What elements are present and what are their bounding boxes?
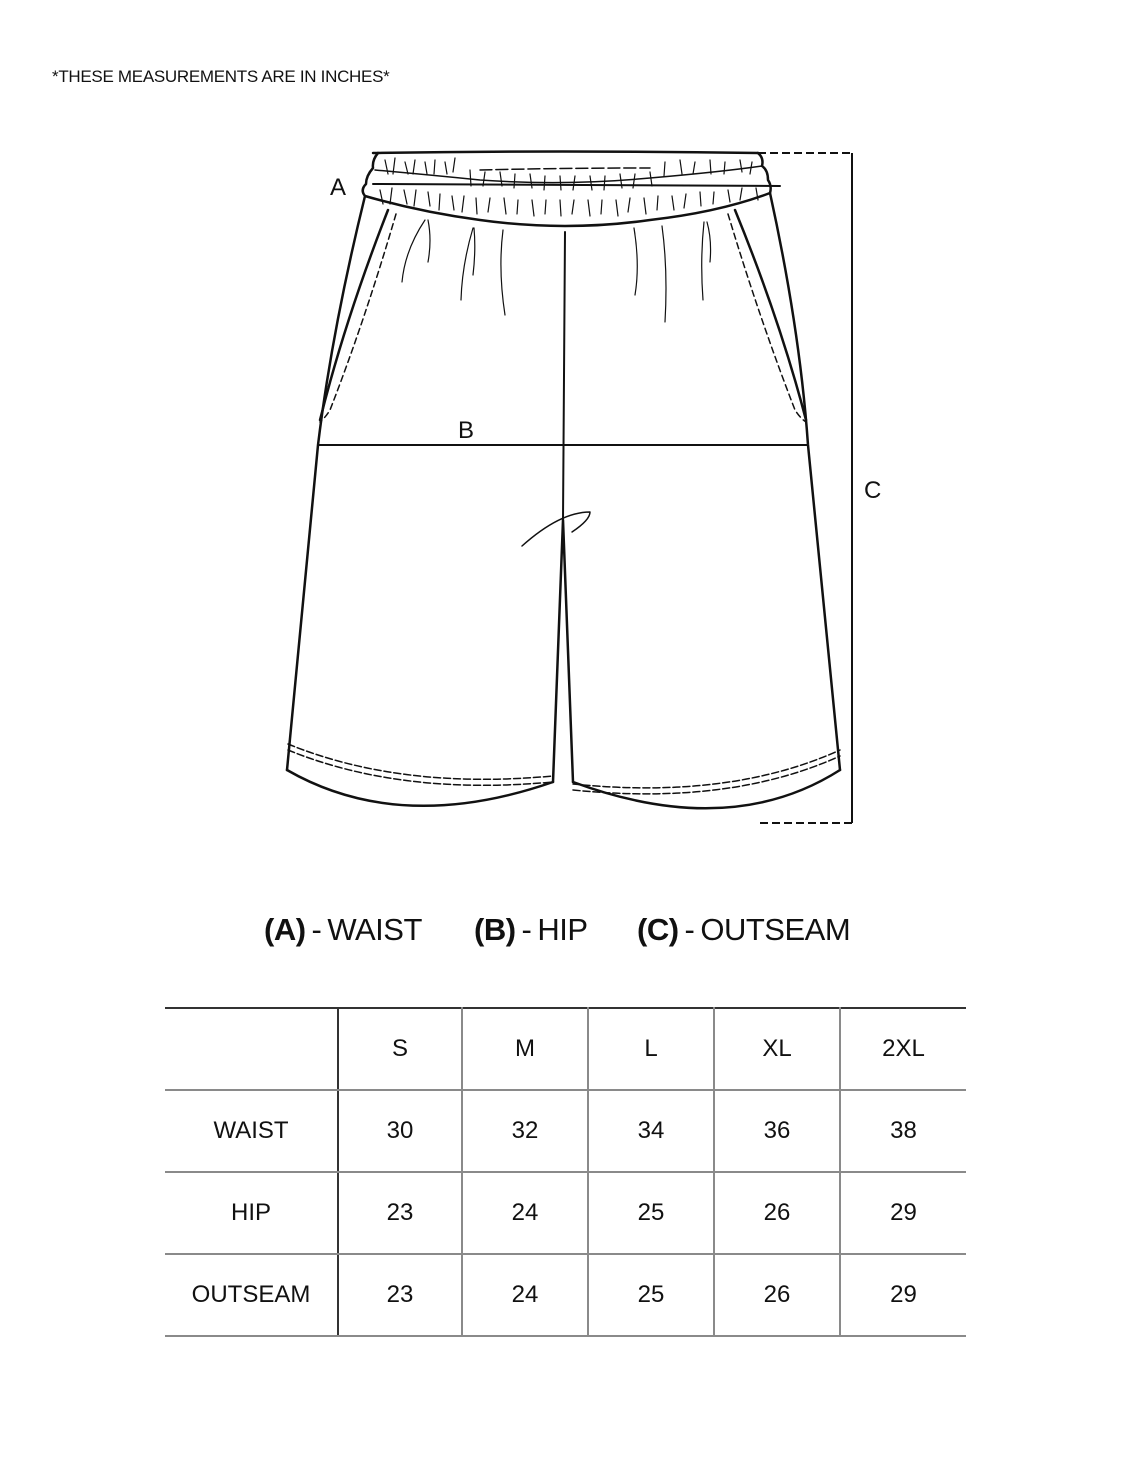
legend-hip: [474, 912, 588, 948]
table-cell: 29: [840, 1172, 966, 1254]
size-header-s: S: [338, 1008, 462, 1090]
table-row: [165, 1254, 966, 1336]
table-cell: 36: [714, 1090, 840, 1172]
measurement-legend: [0, 912, 1129, 956]
size-header-l: L: [588, 1008, 714, 1090]
row-label-hip: HIP: [165, 1172, 338, 1254]
table-row: [165, 1172, 966, 1254]
corner-cell: [165, 1008, 338, 1090]
legend-separator: -: [311, 912, 322, 947]
table-cell: 29: [840, 1254, 966, 1336]
legend-separator: -: [684, 912, 695, 947]
table-cell: 38: [840, 1090, 966, 1172]
table-cell: 32: [462, 1090, 588, 1172]
table-header-row: [165, 1008, 966, 1090]
size-header-xl: XL: [714, 1008, 840, 1090]
legend-label: HIP: [537, 912, 588, 947]
table-cell: 25: [588, 1254, 714, 1336]
size-header-2xl: 2XL: [840, 1008, 966, 1090]
table-cell: 24: [462, 1254, 588, 1336]
table-cell: 26: [714, 1172, 840, 1254]
label-a: A: [330, 174, 347, 201]
legend-key: (C): [637, 912, 679, 947]
legend-label: OUTSEAM: [700, 912, 851, 947]
table-row: [165, 1090, 966, 1172]
row-label-waist: WAIST: [165, 1090, 338, 1172]
legend-label: WAIST: [327, 912, 422, 947]
table-cell: 26: [714, 1254, 840, 1336]
units-note: *THESE MEASUREMENTS ARE IN INCHES*: [52, 67, 390, 86]
outseam-measure-line: [758, 153, 852, 823]
legend-waist: [264, 912, 422, 948]
table-cell: 23: [338, 1254, 462, 1336]
label-b: B: [458, 417, 475, 444]
table-cell: 23: [338, 1172, 462, 1254]
table-cell: 34: [588, 1090, 714, 1172]
size-header-m: M: [462, 1008, 588, 1090]
legend-key: (B): [474, 912, 516, 947]
legend-separator: -: [521, 912, 532, 947]
shorts-drawing-icon: [287, 152, 840, 809]
table-cell: 30: [338, 1090, 462, 1172]
legend-key: (A): [264, 912, 306, 947]
label-c: C: [864, 477, 882, 504]
table-cell: 24: [462, 1172, 588, 1254]
row-label-outseam: OUTSEAM: [165, 1254, 338, 1336]
table-cell: 25: [588, 1172, 714, 1254]
legend-outseam: [637, 912, 850, 948]
size-chart-table: [165, 1007, 966, 1337]
